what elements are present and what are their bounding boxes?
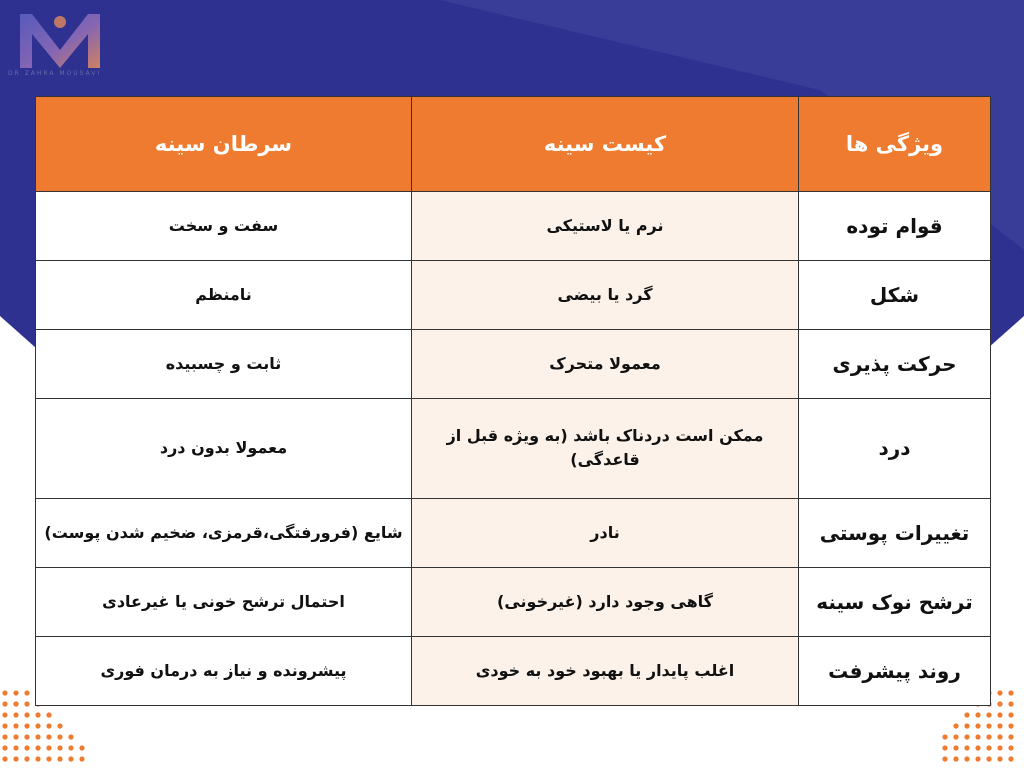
header-cancer: سرطان سینه <box>36 97 412 192</box>
cyst-cell: نرم یا لاستیکی <box>412 192 799 261</box>
decor-dot <box>986 712 991 717</box>
table-row <box>36 260 991 329</box>
feature-cell: شکل <box>799 260 991 329</box>
cancer-cell: معمولا بدون درد <box>36 398 412 499</box>
decor-dot <box>13 734 18 739</box>
decor-dot <box>2 690 7 695</box>
decor-dot <box>986 723 991 728</box>
decor-dot <box>1008 756 1013 761</box>
comparison-table <box>35 96 991 706</box>
decor-dot <box>35 712 40 717</box>
decor-dot <box>2 756 7 761</box>
decor-dot <box>953 745 958 750</box>
decor-dot <box>997 756 1002 761</box>
decor-dot <box>68 745 73 750</box>
decor-dot <box>997 701 1002 706</box>
decor-dot <box>1008 701 1013 706</box>
decor-dot <box>1008 734 1013 739</box>
cyst-cell: نادر <box>412 499 799 568</box>
cancer-cell: احتمال ترشح خونی یا غیرعادی <box>36 568 412 637</box>
decor-dot <box>964 723 969 728</box>
cyst-cell: گاهی وجود دارد (غیرخونی) <box>412 568 799 637</box>
decor-dot <box>2 701 7 706</box>
decor-dot <box>975 723 980 728</box>
decor-dot <box>2 745 7 750</box>
decor-dot <box>997 745 1002 750</box>
header-feature: ویژگی ها <box>799 97 991 192</box>
decor-dot <box>953 734 958 739</box>
decor-dot <box>942 734 947 739</box>
decor-dot <box>24 701 29 706</box>
decor-dot <box>46 734 51 739</box>
decor-dot <box>1008 712 1013 717</box>
decor-dot <box>24 712 29 717</box>
decor-dot <box>79 756 84 761</box>
decor-dot <box>13 756 18 761</box>
decor-dot <box>46 756 51 761</box>
decor-dot <box>964 712 969 717</box>
decor-dot <box>997 723 1002 728</box>
decor-dot <box>2 712 7 717</box>
decor-dot <box>24 723 29 728</box>
table-row <box>36 192 991 261</box>
decor-dot <box>975 756 980 761</box>
table-row <box>36 499 991 568</box>
decor-dot <box>964 756 969 761</box>
feature-cell: حرکت پذیری <box>799 329 991 398</box>
decor-dot <box>942 745 947 750</box>
table-row <box>36 398 991 499</box>
feature-cell: روند پیشرفت <box>799 637 991 706</box>
feature-cell: ترشح نوک سینه <box>799 568 991 637</box>
decor-dot <box>35 756 40 761</box>
decor-dot <box>68 734 73 739</box>
decor-dot <box>24 734 29 739</box>
decor-dot <box>953 756 958 761</box>
decor-dot <box>2 734 7 739</box>
cancer-cell: ثابت و چسبیده <box>36 329 412 398</box>
cyst-cell: اغلب پایدار یا بهبود خود به خودی <box>412 637 799 706</box>
decor-dot <box>2 723 7 728</box>
decor-dot <box>13 723 18 728</box>
decor-dot <box>35 723 40 728</box>
decor-dot <box>24 745 29 750</box>
cyst-cell: ممکن است دردناک باشد (به ویژه قبل از قاعدگی) <box>412 398 799 499</box>
brand-caption: DR ZAHRA MOUSAVI <box>8 70 102 77</box>
decor-dot <box>35 745 40 750</box>
decor-dot <box>942 756 947 761</box>
table-header-row <box>36 97 991 192</box>
decor-dot <box>986 734 991 739</box>
decor-dot <box>46 712 51 717</box>
decor-dot <box>13 690 18 695</box>
decor-dot <box>35 734 40 739</box>
feature-cell: تغییرات پوستی <box>799 499 991 568</box>
cancer-cell: پیشرونده و نیاز به درمان فوری <box>36 637 412 706</box>
table-row <box>36 637 991 706</box>
decor-dot <box>997 690 1002 695</box>
decor-dot <box>953 723 958 728</box>
decor-dot <box>57 745 62 750</box>
decor-dot <box>986 745 991 750</box>
cancer-cell: سفت و سخت <box>36 192 412 261</box>
cancer-cell: نامنظم <box>36 260 412 329</box>
cyst-cell: معمولا متحرک <box>412 329 799 398</box>
decor-dot <box>46 745 51 750</box>
decor-dot <box>1008 745 1013 750</box>
decor-dot <box>964 745 969 750</box>
decor-dot <box>24 690 29 695</box>
decor-dot <box>1008 690 1013 695</box>
decor-dot <box>975 712 980 717</box>
cyst-cell: گرد یا بیضی <box>412 260 799 329</box>
decor-dot <box>57 734 62 739</box>
decor-dot <box>997 712 1002 717</box>
decor-dot <box>57 723 62 728</box>
header-cyst: کیست سینه <box>412 97 799 192</box>
decor-dot <box>24 756 29 761</box>
decor-dot <box>13 712 18 717</box>
decor-dot <box>46 723 51 728</box>
decor-dot <box>986 756 991 761</box>
decor-dot <box>975 734 980 739</box>
table-row <box>36 329 991 398</box>
decor-dot <box>997 734 1002 739</box>
feature-cell: قوام توده <box>799 192 991 261</box>
decor-dot <box>1008 723 1013 728</box>
decor-dot <box>57 756 62 761</box>
decor-dot <box>964 734 969 739</box>
decor-dot <box>13 701 18 706</box>
feature-cell: درد <box>799 398 991 499</box>
table-row <box>36 568 991 637</box>
decor-dot <box>975 745 980 750</box>
decor-dot <box>13 745 18 750</box>
cancer-cell: شایع (فرورفتگی،قرمزی، ضخیم شدن پوست) <box>36 499 412 568</box>
decor-dot <box>79 745 84 750</box>
decor-dot <box>68 756 73 761</box>
